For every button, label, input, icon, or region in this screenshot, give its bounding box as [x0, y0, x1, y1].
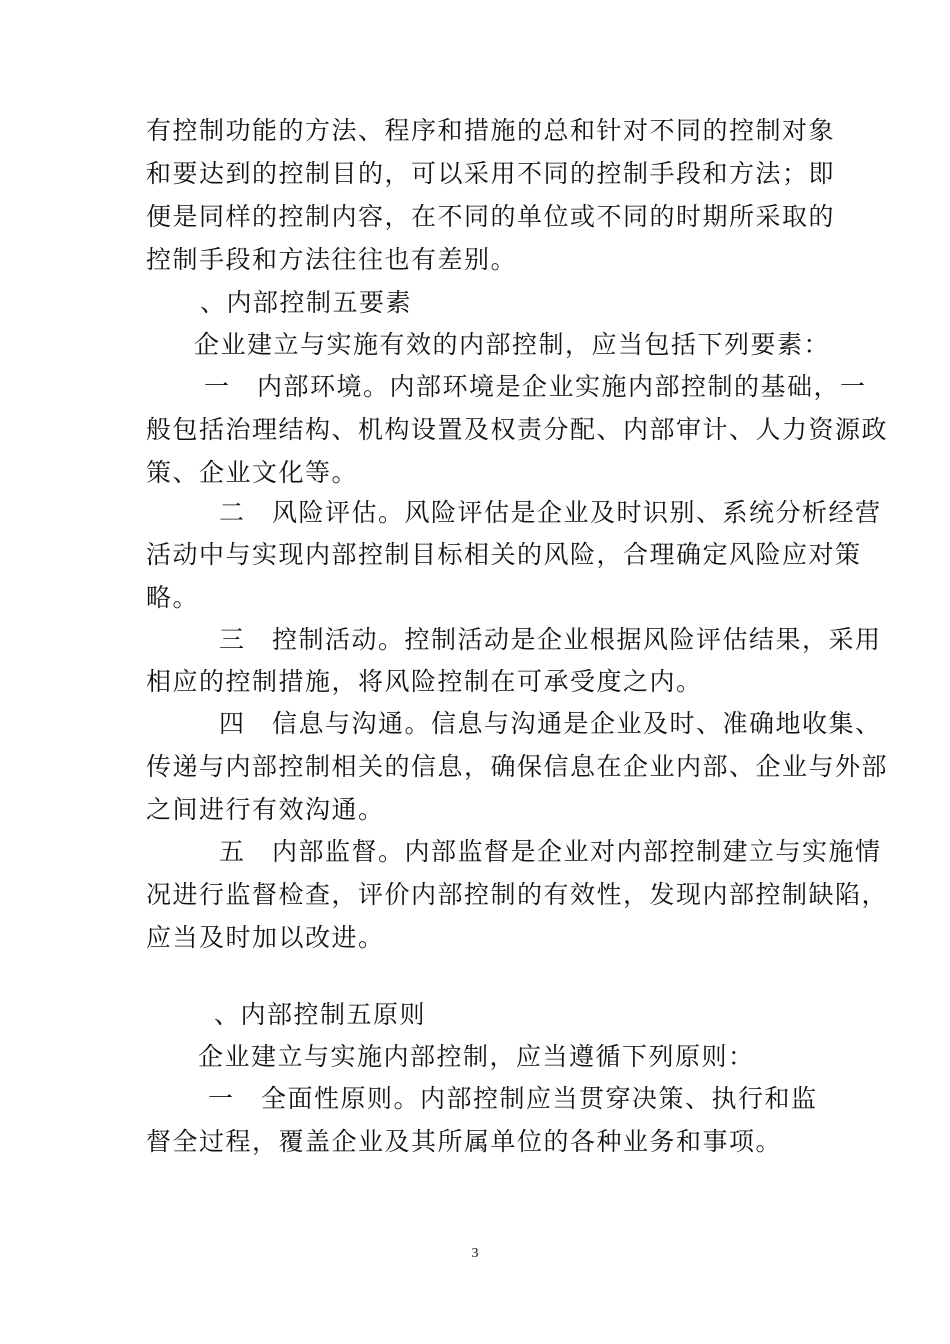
paragraph-line: 策、企业文化等。 [146, 458, 359, 487]
paragraph-line: 督全过程，覆盖企业及其所属单位的各种业务和事项。 [146, 1127, 783, 1156]
page-number: 3 [471, 1246, 479, 1261]
paragraph-line: 五 内部监督。内部监督是企业对内部控制建立与实施情 [219, 837, 882, 866]
paragraph-line: 相应的控制措施，将风险控制在可承受度之内。 [146, 667, 703, 696]
paragraph-line: 活动中与实现内部控制目标相关的风险，合理确定风险应对策 [146, 540, 862, 569]
paragraph-line: 略。 [146, 583, 200, 612]
paragraph-line: 四 信息与沟通。信息与沟通是企业及时、准确地收集、 [219, 709, 882, 738]
paragraph-line: 之间进行有效沟通。 [146, 795, 385, 824]
paragraph-line: 和要达到的控制目的，可以采用不同的控制手段和方法；即 [146, 159, 836, 188]
paragraph-line: 般包括治理结构、机构设置及权责分配、内部审计、人力资源政 [146, 415, 889, 444]
paragraph-line: 应当及时加以改进。 [146, 923, 385, 952]
paragraph-line: 企业建立与实施内部控制，应当遵循下列原则： [198, 1042, 755, 1071]
paragraph-line: 有控制功能的方法、程序和措施的总和针对不同的控制对象 [146, 116, 836, 145]
paragraph-line: 企业建立与实施有效的内部控制，应当包括下列要素： [194, 330, 831, 359]
paragraph-line: 控制手段和方法往往也有差别。 [146, 245, 518, 274]
paragraph-line: 一 内部环境。内部环境是企业实施内部控制的基础，一 [204, 372, 867, 401]
paragraph-line: 便是同样的控制内容，在不同的单位或不同的时期所采取的 [146, 202, 836, 231]
paragraph-line: 况进行监督检查，评价内部控制的有效性，发现内部控制缺陷， [146, 880, 889, 909]
paragraph-line: 一 全面性原则。内部控制应当贯穿决策、执行和监 [208, 1084, 818, 1113]
paragraph-line: 三 控制活动。控制活动是企业根据风险评估结果，采用 [219, 625, 882, 654]
paragraph-line: 二 风险评估。风险评估是企业及时识别、系统分析经营 [219, 498, 882, 527]
section-heading-elements: 、内部控制五要素 [200, 288, 413, 317]
section-heading-principles: 、内部控制五原则 [214, 1000, 427, 1029]
paragraph-line: 传递与内部控制相关的信息，确保信息在企业内部、企业与外部 [146, 752, 889, 781]
